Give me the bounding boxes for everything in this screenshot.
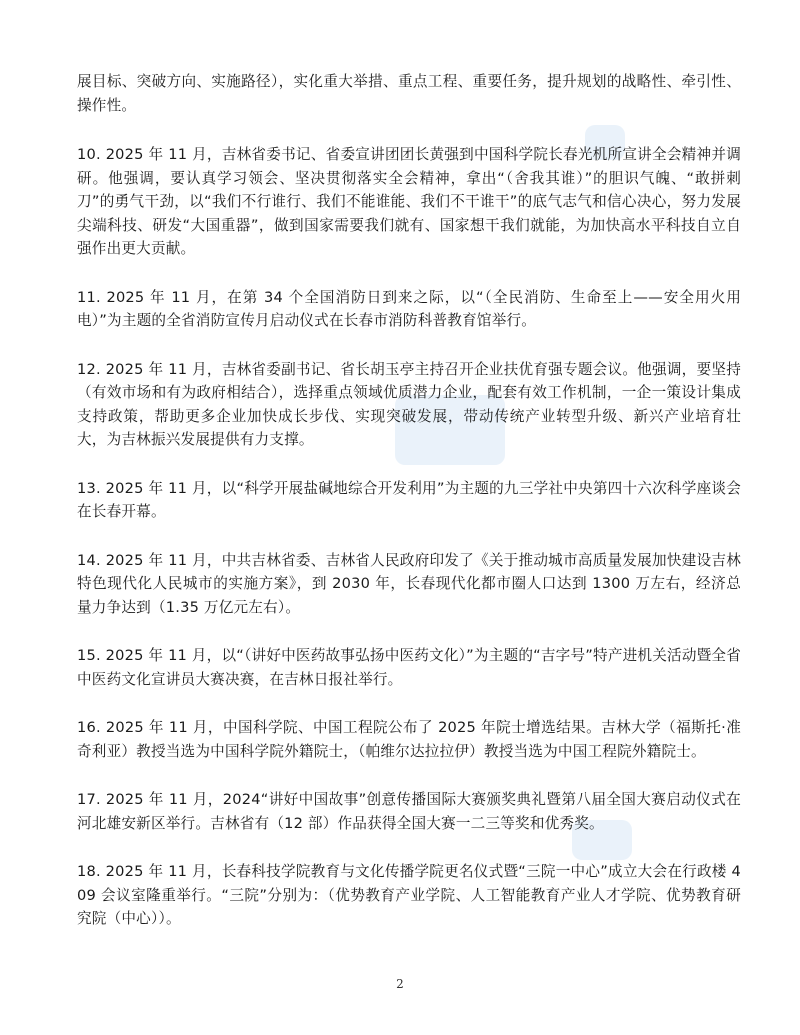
page-number: 2	[396, 977, 404, 991]
document-body	[77, 70, 741, 956]
paragraph: 18. 2025 年 11 月，长春科技学院教育与文化传播学院更名仪式暨“三院一中心”成立大会在行政楼 409 会议室隆重举行。“三院”分别为：（优势教育产业学院、人工智能教育产业人才学院、优势教育研究院（中心））。	[77, 863, 741, 927]
paragraph: 11. 2025 年 11 月，在第 34 个全国消防日到来之际，以“（全民消防、生命至上——安全用火用电）”为主题的全省消防宣传月启动仪式在长春市消防科普教育馆举行。	[77, 288, 741, 329]
paragraph: 14. 2025 年 11 月，中共吉林省委、吉林省人民政府印发了《关于推动城市高质量发展加快建设吉林特色现代化人民城市的实施方案》，到 2030 年，长春现代化都市圈人口达到 1300 万左右，经济总量力争达到（1.35 万亿元左右）。	[77, 551, 741, 616]
paragraph: 13. 2025 年 11 月，以“科学开展盐碱地综合开发利用”为主题的九三学社中央第四十六次科学座谈会在长春开幕。	[77, 479, 741, 520]
paragraph: 展目标、突破方向、实施路径），实化重大举措、重点工程、重要任务，提升规划的战略性、牵引性、操作性。	[77, 73, 741, 114]
paragraph: 16. 2025 年 11 月，中国科学院、中国工程院公布了 2025 年院士增选结果。吉林大学（福斯托·准奇利亚）教授当选为中国科学院外籍院士，（帕维尔达拉拉伊）教授当选为中国工程院外籍院士。	[77, 719, 741, 760]
paragraph: 10. 2025 年 11 月，吉林省委书记、省委宣讲团团长黄强到中国科学院长春光机所宣讲全会精神并调研。他强调，要认真学习领会、坚决贯彻落实全会精神，拿出“（舍我其谁）”的胆识气魄、“敢拼刺刀”的勇气干劲，以“我们不行谁行、我们不能谁能、我们不干谁干”的底气志气和信心决心，努力发展尖端科技、研发“大国重器”，做到国家需要我们就有、国家想干我们就能，为加快高水平科技自立自强作出更大贡献。	[77, 146, 741, 257]
paragraph: 17. 2025 年 11 月，2024“讲好中国故事”创意传播国际大赛颁奖典礼暨第八届全国大赛启动仪式在河北雄安新区举行。吉林省有（12 部）作品获得全国大赛一二三等奖和优秀奖。	[77, 791, 741, 832]
paragraph: 12. 2025 年 11 月，吉林省委副书记、省长胡玉亭主持召开企业扶优育强专题会议。他强调，要坚持（有效市场和有为政府相结合），选择重点领域优质潜力企业，配套有效工作机制，一企一策设计集成支持政策，帮助更多企业加快成长步伐、实现突破发展，带动传统产业转型升级、新兴产业培育壮大，为吉林振兴发展提供有力支撑。	[77, 360, 741, 448]
paragraph: 15. 2025 年 11 月，以“（讲好中医药故事弘扬中医药文化）”为主题的“吉字号”特产进机关活动暨全省中医药文化宣讲员大赛决赛，在吉林日报社举行。	[77, 647, 741, 688]
